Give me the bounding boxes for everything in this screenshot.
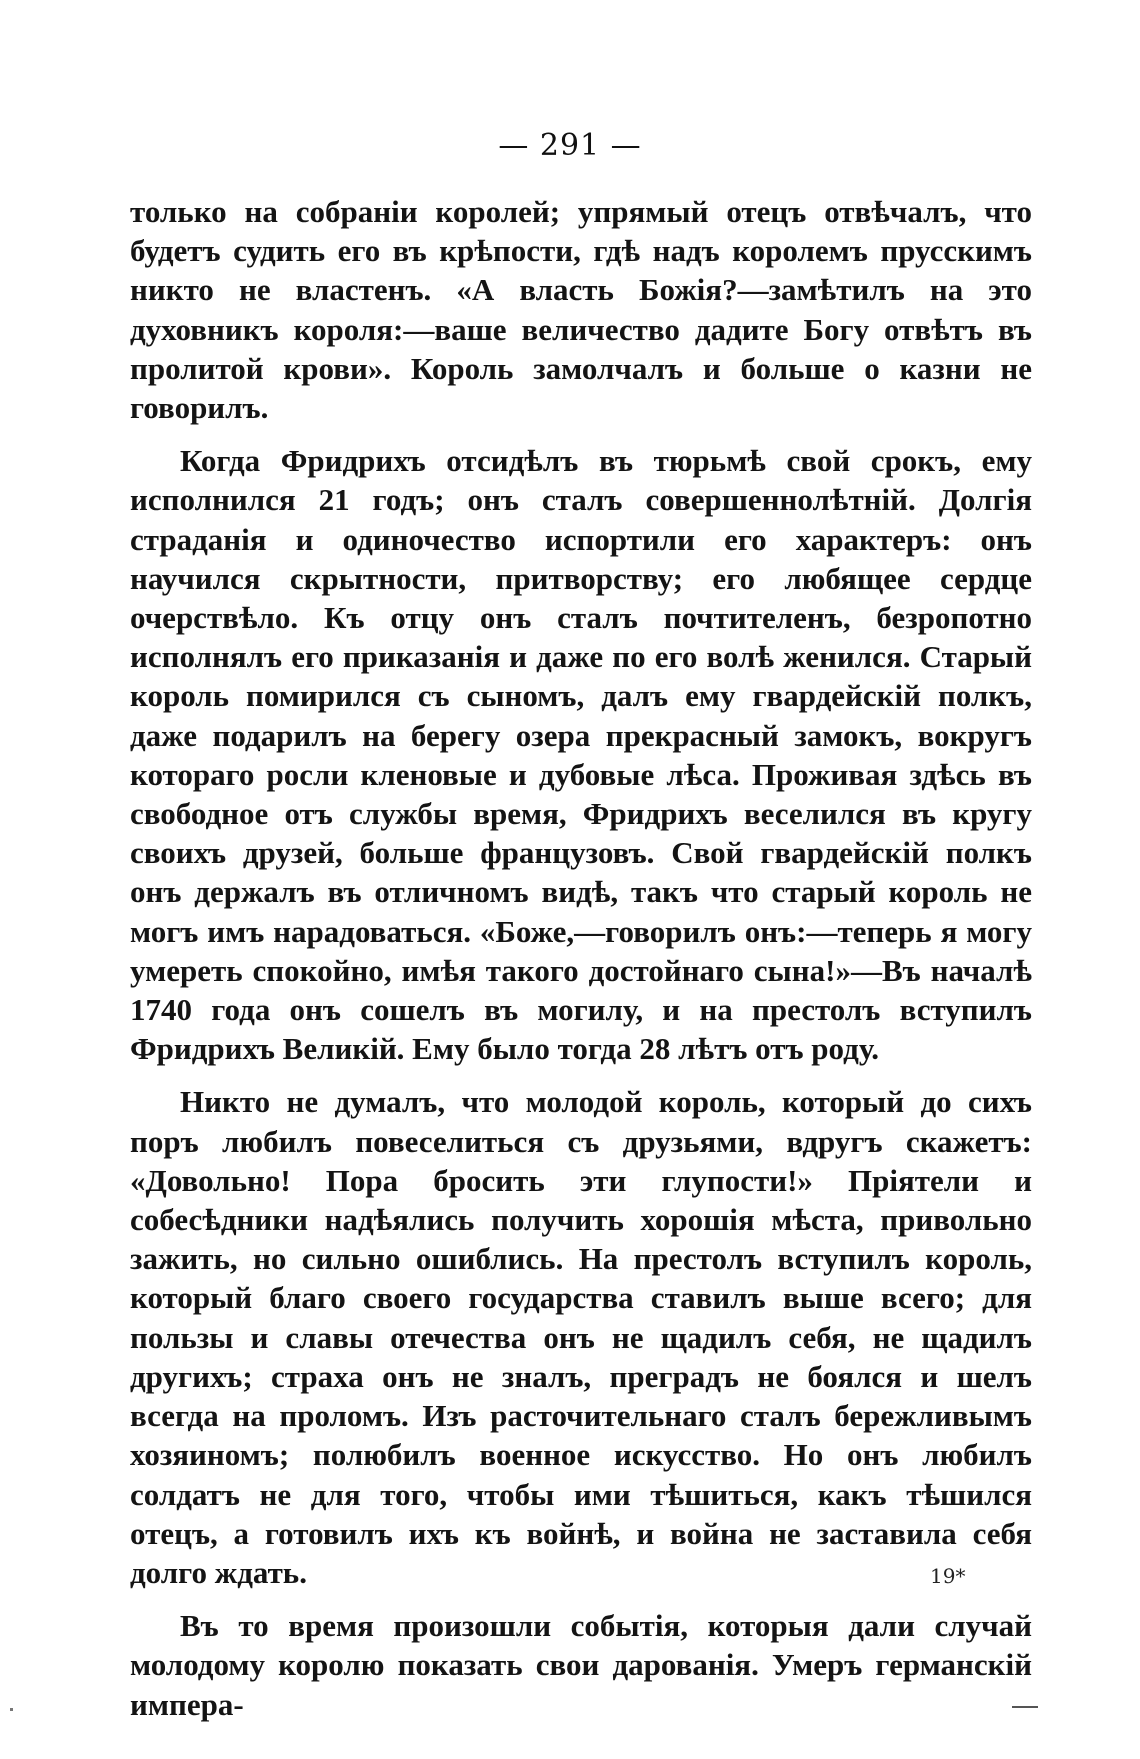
signature-mark: 19*: [930, 1564, 966, 1588]
paragraph-3: Никто не думалъ, что молодой король, который до сихъ поръ любилъ повеселиться съ друзьями, вдругъ скажетъ: «Довольно! Пора бросить эти глупости!» Пріятели и собесѣдники надѣялись получить хорошія мѣста, привольно зажить, но сильно ошиблись. На престолъ вступилъ король, который благо своего государства ставилъ выше всего; для пользы и славы отечества онъ не щадилъ себя, не щадилъ другихъ; страха онъ не зналъ, преградъ не боялся и шелъ всегда на проломъ. Изъ расточительнаго сталъ бережливымъ хозяиномъ; полюбилъ военное искусство. Но онъ любилъ солдатъ не для того, чтобы ими тѣшиться, какъ тѣшился отецъ, а готовилъ ихъ къ войнѣ, и война не заставила себя долго ждать.: [130, 1084, 1032, 1590]
paragraph-1: только на собраніи королей; упрямый отецъ отвѣчалъ, что будетъ судить его въ крѣпости, гдѣ надъ королемъ прусскимъ никто не властенъ. «А власть Божія?—замѣтилъ на это духовникъ короля:—ваше величество дадите Богу отвѣтъ въ пролитой крови». Король замолчалъ и больше о казни не говорилъ.: [130, 194, 1032, 426]
body-text: [130, 192, 1032, 1724]
paragraph-4: Въ то время произошли событія, которыя дали случай молодому королю показать свои дарованія. Умеръ германскій импера-: [130, 1608, 1032, 1722]
scan-dot: [10, 1708, 13, 1711]
scan-mark: [1012, 1706, 1038, 1708]
paragraph-2: Когда Фридрихъ отсидѣлъ въ тюрьмѣ свой срокъ, ему исполнился 21 годъ; онъ сталъ совершеннолѣтній. Долгія страданія и одиночество испортили его характеръ: онъ научился скрытности, притворству; его любящее сердце очерствѣло. Къ отцу онъ сталъ почтителенъ, безропотно исполнялъ его приказанія и даже по его волѣ женился. Старый король помирился съ сыномъ, далъ ему гвардейскій полкъ, даже подарилъ на берегу озера прекрасный замокъ, вокругъ котораго росли кленовые и дубовые лѣса. Проживая здѣсь въ свободное отъ службы время, Фридрихъ веселился въ кругу своихъ друзей, больше французовъ. Свой гвардейскій полкъ онъ держалъ въ отличномъ видѣ, такъ что старый король не могъ имъ нарадоваться. «Боже,—говорилъ онъ:—теперь я могу умереть спокойно, имѣя такого достойнаго сына!»—Въ началѣ 1740 года онъ сошелъ въ могилу, и на престолъ вступилъ Фридрихъ Великій. Ему было тогда 28 лѣтъ отъ роду.: [130, 443, 1032, 1067]
page-number: — 291 —: [498, 128, 642, 163]
